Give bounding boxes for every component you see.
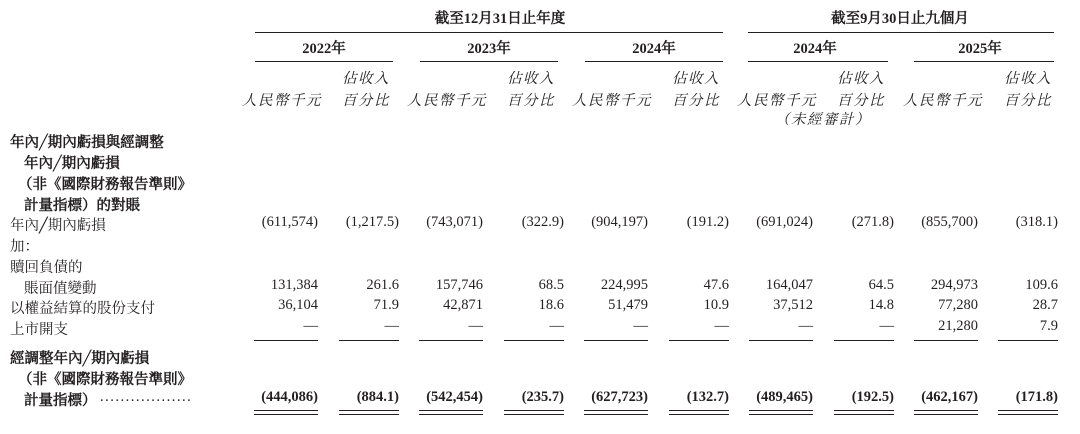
cell-listing-2025-9m-rmb: 21,280 [938, 318, 978, 334]
cell-sbc-2024-9m-pct: 14.8 [868, 297, 894, 313]
total-double-rule [749, 410, 813, 411]
year-header-2023: 2023年 [467, 41, 511, 57]
row-label-redeem-line1: 贖回負債的 [10, 260, 83, 276]
row-label-share-based-payment: 以權益結算的股份支付 [10, 301, 155, 317]
cell-loss-2023-rmb: (743,071) [426, 214, 483, 230]
cell-sbc-2025-9m-rmb: 77,280 [938, 297, 978, 313]
pct-header-line2: 百分比 [507, 93, 555, 109]
dot-leader: .................. [100, 389, 193, 405]
total-double-rule [339, 414, 399, 415]
subtotal-rule [998, 340, 1058, 341]
total-double-rule [669, 414, 729, 415]
total-double-rule [254, 410, 318, 411]
total-double-rule [584, 410, 648, 411]
rmb-header: 人民幣千元 [242, 93, 322, 109]
total-double-rule [504, 410, 564, 411]
year-rule-2024-9m [748, 61, 888, 62]
cell-sbc-2024-9m-rmb: 37,512 [773, 297, 813, 313]
total-double-rule [914, 414, 978, 415]
cell-redeem-2025-9m-pct: 109.6 [1025, 277, 1058, 293]
section-title-line3: （非《國際財務報告準則》 [18, 177, 192, 193]
cell-sbc-2025-9m-pct: 28.7 [1032, 297, 1058, 313]
cell-redeem-2024-pct: 47.6 [703, 277, 729, 293]
total-double-rule [339, 410, 399, 411]
subtotal-rule [419, 340, 483, 341]
row-label-add: 加： [10, 239, 39, 255]
cell-adjusted-2025-9m-rmb: (462,167) [921, 389, 978, 405]
rmb-header: 人民幣千元 [407, 93, 487, 109]
total-double-rule [504, 414, 564, 415]
row-label-adjusted-line1: 經調整年內╱期內虧損 [10, 351, 150, 367]
cell-redeem-2024-rmb: 224,995 [600, 277, 648, 293]
subtotal-rule [834, 340, 894, 341]
total-double-rule [419, 414, 483, 415]
cell-adjusted-2022-rmb: (444,086) [261, 389, 318, 405]
cell-adjusted-2023-pct: (235.7) [521, 389, 564, 405]
cell-listing-2022-pct: — [384, 318, 399, 334]
section-title-line1: 年內╱期內虧損與經調整 [10, 135, 164, 151]
cell-listing-2023-pct: — [549, 318, 564, 334]
cell-listing-2024-rmb: — [633, 318, 648, 334]
section-title-line2: 年內╱期內虧損 [24, 156, 120, 172]
section-title-line4: 計量指標）的對賬 [24, 198, 140, 214]
cell-loss-2025-9m-rmb: (855,700) [921, 214, 978, 230]
total-double-rule [834, 414, 894, 415]
header-rule-fiscal-year [255, 32, 723, 33]
year-rule-2024 [585, 61, 723, 62]
row-label-listing-expenses: 上市開支 [10, 322, 68, 338]
cell-redeem-2024-9m-rmb: 164,047 [765, 277, 813, 293]
subtotal-rule [254, 340, 318, 341]
cell-loss-2024-9m-rmb: (691,024) [756, 214, 813, 230]
pct-header-line2: 百分比 [342, 93, 390, 109]
pct-header-line2: 百分比 [837, 93, 885, 109]
rmb-header: 人民幣千元 [572, 93, 652, 109]
subtotal-rule [504, 340, 564, 341]
header-group-nine-months: 截至9月30日止九個月 [831, 11, 969, 27]
cell-loss-2024-pct: (191.2) [686, 214, 729, 230]
cell-adjusted-2025-9m-pct: (171.8) [1015, 389, 1058, 405]
cell-loss-2022-pct: (1,217.5) [345, 214, 399, 230]
unaudited-note: （未經審計） [775, 112, 871, 128]
cell-redeem-2022-pct: 261.6 [366, 277, 399, 293]
pct-header-line1: 佔收入 [1004, 71, 1052, 87]
total-double-rule [584, 414, 648, 415]
cell-adjusted-2024-pct: (132.7) [686, 389, 729, 405]
row-label-loss: 年內╱期內虧損 [10, 218, 106, 234]
cell-loss-2024-rmb: (904,197) [591, 214, 648, 230]
pct-header-line2: 百分比 [672, 93, 720, 109]
cell-listing-2024-pct: — [714, 318, 729, 334]
row-label-redeem-line2: 賬面值變動 [24, 281, 97, 297]
cell-listing-2025-9m-pct: 7.9 [1039, 318, 1058, 334]
cell-adjusted-2022-pct: (884.1) [356, 389, 399, 405]
cell-sbc-2024-rmb: 51,479 [608, 297, 648, 313]
cell-listing-2024-9m-pct: — [879, 318, 894, 334]
year-header-2025-9m: 2025年 [958, 41, 1002, 57]
cell-adjusted-2024-9m-pct: (192.5) [851, 389, 894, 405]
year-rule-2023 [420, 61, 558, 62]
year-header-2024: 2024年 [632, 41, 676, 57]
cell-listing-2024-9m-rmb: — [798, 318, 813, 334]
cell-adjusted-2024-9m-rmb: (489,465) [756, 389, 813, 405]
cell-adjusted-2024-rmb: (627,723) [591, 389, 648, 405]
cell-loss-2024-9m-pct: (271.8) [851, 214, 894, 230]
total-double-rule [834, 410, 894, 411]
cell-loss-2022-rmb: (611,574) [261, 214, 318, 230]
subtotal-rule [914, 340, 978, 341]
total-double-rule [914, 410, 978, 411]
cell-listing-2023-rmb: — [468, 318, 483, 334]
header-rule-nine-months [748, 32, 1054, 33]
cell-adjusted-2023-rmb: (542,454) [426, 389, 483, 405]
pct-header-line1: 佔收入 [507, 71, 555, 87]
cell-redeem-2023-rmb: 157,746 [435, 277, 483, 293]
cell-sbc-2022-pct: 71.9 [373, 297, 399, 313]
rmb-header: 人民幣千元 [737, 93, 817, 109]
cell-redeem-2022-rmb: 131,384 [270, 277, 318, 293]
cell-sbc-2023-pct: 18.6 [538, 297, 564, 313]
rmb-header: 人民幣千元 [903, 93, 983, 109]
cell-sbc-2023-rmb: 42,871 [443, 297, 483, 313]
total-double-rule [998, 410, 1058, 411]
subtotal-rule [749, 340, 813, 341]
cell-sbc-2024-pct: 10.9 [703, 297, 729, 313]
cell-redeem-2024-9m-pct: 64.5 [868, 277, 894, 293]
total-double-rule [998, 414, 1058, 415]
pct-header-line1: 佔收入 [837, 71, 885, 87]
total-double-rule [749, 414, 813, 415]
cell-loss-2025-9m-pct: (318.1) [1015, 214, 1058, 230]
pct-header-line1: 佔收入 [672, 71, 720, 87]
subtotal-rule [339, 340, 399, 341]
total-double-rule [419, 410, 483, 411]
subtotal-rule [584, 340, 648, 341]
cell-listing-2022-rmb: — [303, 318, 318, 334]
cell-sbc-2022-rmb: 36,104 [278, 297, 318, 313]
pct-header-line1: 佔收入 [342, 71, 390, 87]
total-double-rule [669, 410, 729, 411]
cell-loss-2023-pct: (322.9) [521, 214, 564, 230]
row-label-adjusted-line3: 計量指標） [24, 393, 97, 409]
year-header-2022: 2022年 [302, 41, 346, 57]
year-rule-2022 [255, 61, 393, 62]
header-group-fiscal-year: 截至12月31日止年度 [434, 11, 566, 27]
pct-header-line2: 百分比 [1004, 93, 1052, 109]
subtotal-rule [669, 340, 729, 341]
year-rule-2025-9m [914, 61, 1054, 62]
cell-redeem-2025-9m-rmb: 294,973 [930, 277, 978, 293]
row-label-adjusted-line2: （非《國際財務報告準則》 [18, 372, 192, 388]
cell-redeem-2023-pct: 68.5 [538, 277, 564, 293]
year-header-2024-9m: 2024年 [793, 41, 837, 57]
total-double-rule [254, 414, 318, 415]
